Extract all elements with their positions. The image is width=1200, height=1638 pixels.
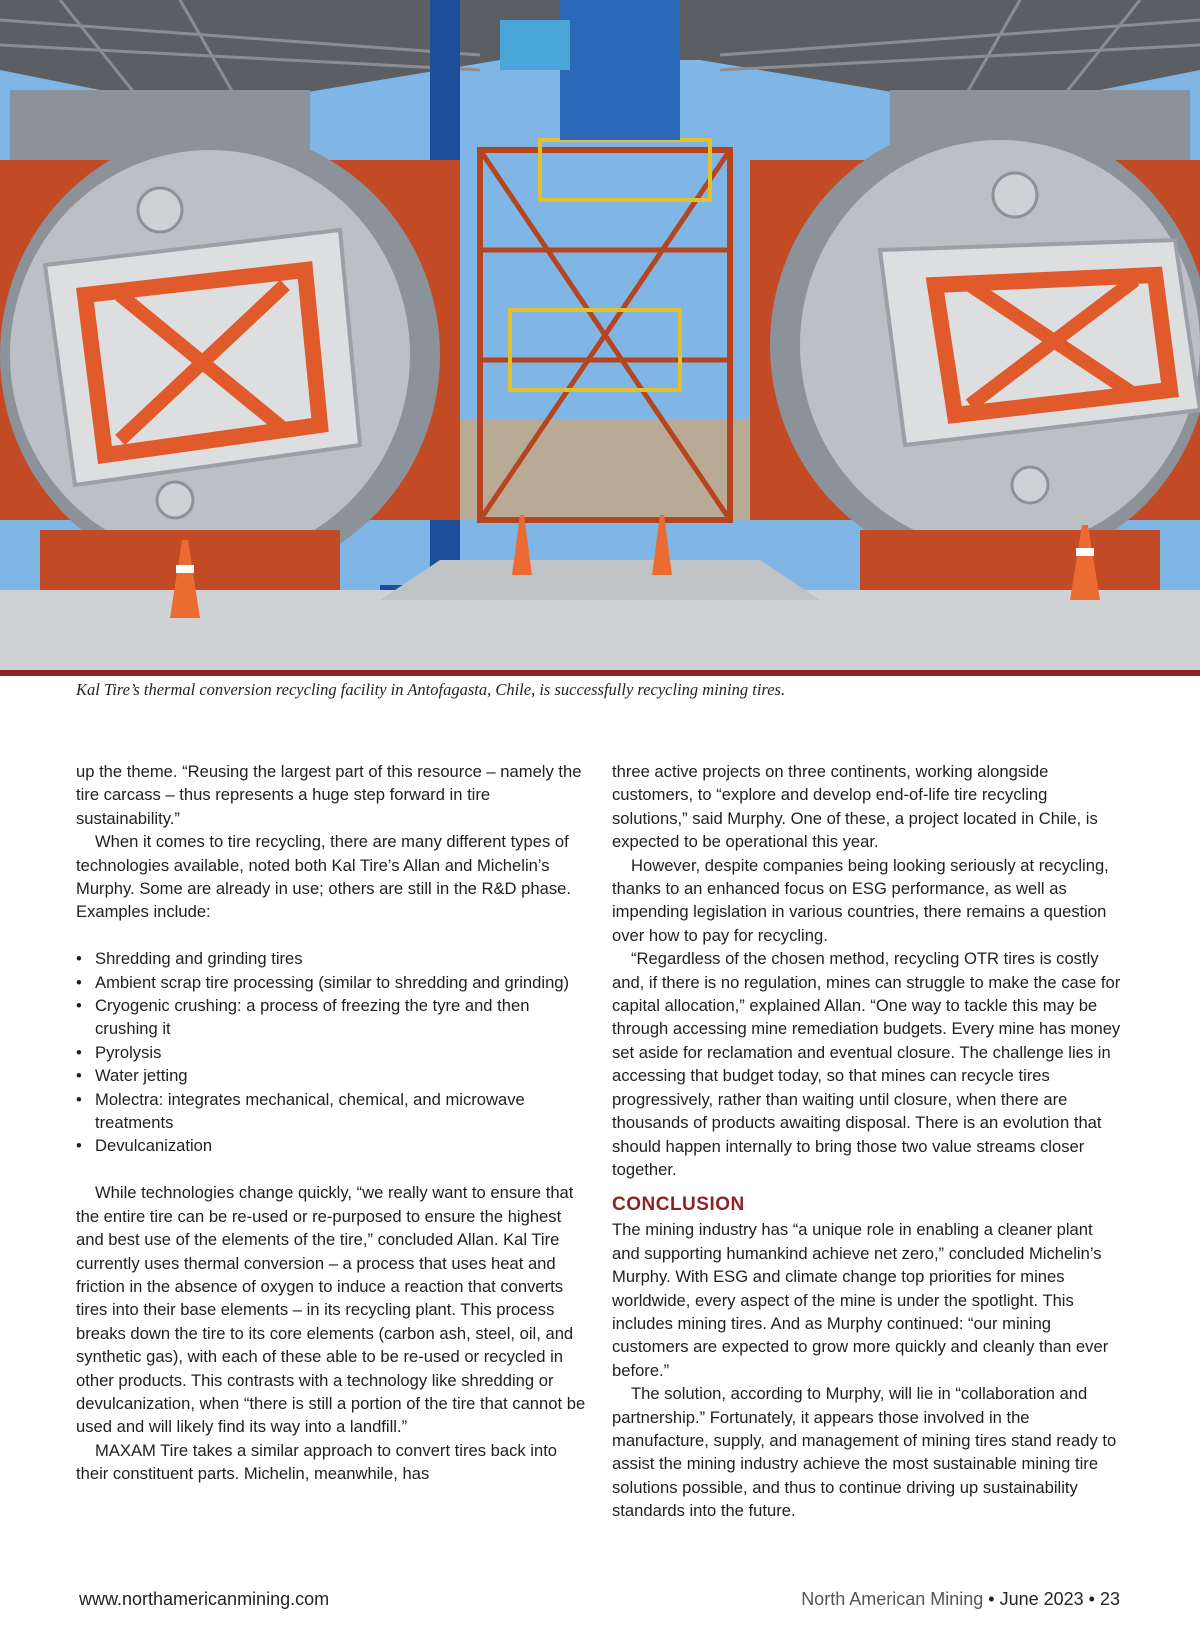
list-item: • Ambient scrap tire processing (similar to shredding and grinding): [76, 971, 586, 994]
list-item: • Water jetting: [76, 1064, 586, 1087]
paragraph: “Regardless of the chosen method, recycling OTR tires is costly and, if there is no regulation, mines can struggle to make the case for capital allocation,” explained Allan. “One way to tackle this may be through accessing mine remediation budgets. Every mine has money set aside for reclamation and eventual closure. The challenge lies in accessing that budget today, so that mines can recycle tires progressively, rather than waiting until closure, when there are thousands of products awaiting disposal. There is an evolution that should happen internally to bring those two value streams closer together.: [612, 949, 1121, 1179]
photo-bottom-rule: [0, 670, 1200, 676]
paragraph: The solution, according to Murphy, will lie in “collaboration and partnership.” Fortunately, it appears those involved in the manufacture, supply, and management of mining tires stand ready to assist the mining industry achieve the most sustainable mining tire solutions possible, and thus to continue driving up sustainability standards into the future.: [612, 1384, 1117, 1521]
section-heading: CONCLUSION: [612, 1194, 745, 1216]
paragraph: The mining industry has “a unique role in enabling a cleaner plant and supporting humankind achieve net zero,” concluded Michelin’s Murphy. With ESG and climate change top priorities for mines worldwide, every aspect of the mine is under the spotlight. This includes mining tires. And as Murphy continued: “our mining customers are expected to grow more quickly and cleanly than ever before.”: [612, 1220, 1109, 1380]
right-kiln-drum: [770, 120, 1200, 570]
list-item: • Shredding and grinding tires: [76, 947, 586, 970]
paragraph: When it comes to tire recycling, there are many different types of technologies available, noted both Kal Tire’s Allan and Michelin’s Murphy. Some are already in use; others are still in the R&D phase. Examples include:: [76, 832, 571, 922]
footer-url[interactable]: www.northamericanmining.com: [79, 1589, 330, 1609]
left-kiln-drum: [0, 130, 440, 580]
right-base: [860, 530, 1160, 590]
paragraph: up the theme. “Reusing the largest part of this resource – namely the tire carcass – thus represents a huge step forward in tire sustainability.”: [76, 762, 582, 828]
paragraph: MAXAM Tire takes a similar approach to convert tires back into their constituent parts. Michelin, meanwhile, has: [76, 1440, 558, 1484]
separator: •: [1083, 1589, 1100, 1609]
paragraph: While technologies change quickly, “we really want to ensure that the entire tire can be re-used or re-purposed to ensure the highest and best use of the elements of the tire,” concluded Allan. Kal Tire currently uses thermal conversion – a process that uses heat and friction in the absence of oxygen to induce a reaction that converts tires into their base elements – in its recycling plant. This process breaks down the tire to its core elements (carbon ash, steel, oil, and synthetic gas), with each of these able to be re-used or recycled in other products. This contrasts with a technology like shredding or devulcanization, when “there is still a portion of the tire that cannot be used and will likely find its way into a landfill.”: [76, 1183, 586, 1437]
hero-photo: [0, 0, 1200, 670]
paragraph: three active projects on three continents, working alongside customers, to “explore and develop end-of-life tire recycling solutions,” said Murphy. One of these, a project located in Chile, is expected to be operational this year.: [612, 762, 1098, 852]
left-column: [76, 760, 586, 1486]
list-item: • Cryogenic crushing: a process of freezing the tyre and then crushing it: [76, 994, 586, 1041]
photo-caption: Kal Tire’s thermal conversion recycling facility in Antofagasta, Chile, is successfully recycling mining tires.: [76, 680, 786, 699]
separator: •: [983, 1589, 1000, 1609]
list-item: • Devulcanization: [76, 1134, 586, 1157]
footer-folio: [801, 1589, 1120, 1610]
publication-name: North American Mining: [801, 1589, 984, 1609]
list-item: • Molectra: integrates mechanical, chemical, and microwave treatments: [76, 1088, 586, 1135]
right-column: [612, 760, 1122, 1523]
technology-list: [76, 947, 586, 1158]
page-number: 23: [1099, 1589, 1120, 1609]
paragraph: However, despite companies being looking seriously at recycling, thanks to an enhanced focus on ESG performance, as well as impending legislation in various countries, there remains a question over how to pay for recycling.: [612, 855, 1109, 945]
recycling-facility-illustration: [0, 0, 1200, 670]
list-item: • Pyrolysis: [76, 1041, 586, 1064]
issue-date: June 2023: [999, 1589, 1084, 1609]
ramp: [380, 560, 820, 600]
